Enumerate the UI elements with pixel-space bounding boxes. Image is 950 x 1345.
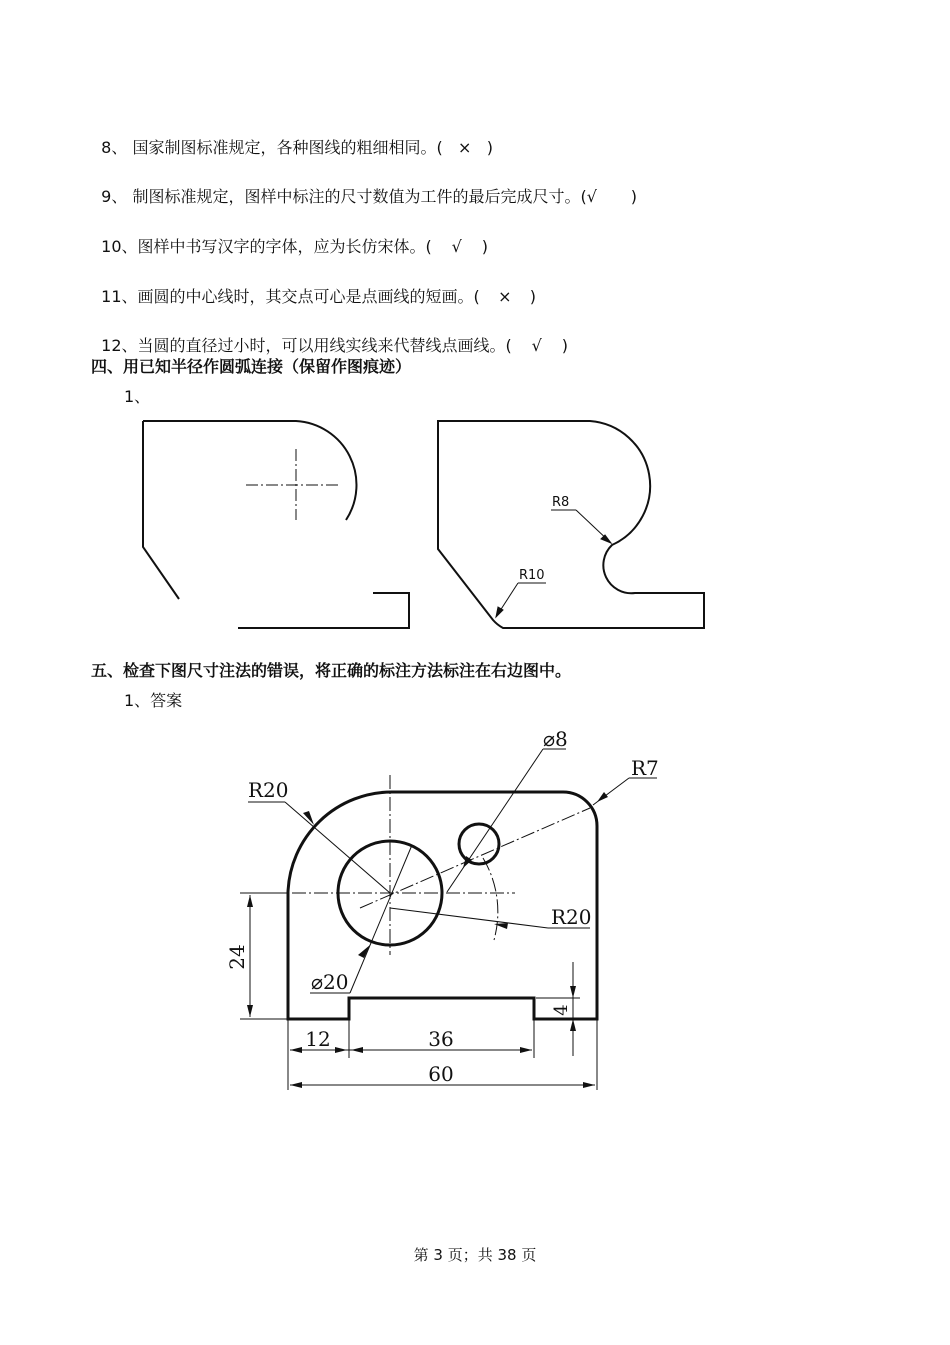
- section-4-item: 1、: [124, 387, 151, 406]
- answer-mark: √: [586, 187, 597, 206]
- arrow: [520, 1047, 532, 1053]
- phi20-leader: [350, 845, 412, 993]
- phi8-label: ⌀8: [543, 727, 568, 751]
- answer-mark: √: [531, 336, 542, 355]
- r7-arrow: [597, 792, 608, 802]
- dim-24-label: 24: [225, 944, 249, 970]
- r20-right-leader: [390, 908, 548, 928]
- answer-mark: ×: [498, 287, 512, 306]
- bracket-close: ): [481, 237, 489, 256]
- r8-label: R8: [552, 495, 570, 510]
- bracket-close: ): [486, 138, 493, 157]
- dim-60-label: 60: [428, 1062, 454, 1086]
- phi8-leader: [447, 749, 543, 892]
- statement-text: 9、 制图标准规定，图样中标注的尺寸数值为工件的最后完成尺寸。(: [101, 187, 587, 206]
- answer-mark: ×: [457, 138, 472, 157]
- dim-4-label: 4: [551, 1004, 572, 1016]
- r20-top-label: R20: [248, 778, 289, 802]
- leader-arrows: [303, 792, 608, 958]
- arrow: [290, 1082, 302, 1088]
- r7-label: R7: [631, 756, 659, 780]
- dim-12-label: 12: [305, 1027, 331, 1051]
- statement-text: 10、图样中书写汉字的字体，应为长仿宋体。(: [101, 237, 432, 256]
- answer-mark: √: [451, 237, 462, 256]
- section-4-title: 四、用已知半径作圆弧连接（保留作图痕迹）: [91, 357, 412, 376]
- bracket-close: ): [561, 336, 569, 355]
- arrow: [335, 1047, 347, 1053]
- section-5-item: 1、答案: [124, 691, 183, 710]
- center-arc-r20: [483, 858, 498, 940]
- arrow: [351, 1047, 363, 1053]
- page-footer: 第 3 页；共 38 页: [413, 1246, 537, 1264]
- arrow: [583, 1082, 595, 1088]
- statement-text: 11、画圆的中心线时，其交点可心是点画线的短画。(: [101, 287, 480, 306]
- phi20-label: ⌀20: [311, 970, 349, 994]
- r10-label: R10: [519, 568, 545, 583]
- bracket-close: ): [630, 187, 637, 206]
- phi20-arrow: [358, 945, 370, 958]
- arrow-24-top: [247, 895, 253, 907]
- arrow-4-bottom: [570, 1019, 576, 1031]
- r20-right-label: R20: [551, 905, 592, 929]
- bracket-close: ): [529, 287, 537, 306]
- arrow: [290, 1047, 302, 1053]
- statement-text: 8、 国家制图标准规定，各种图线的粗细相同。(: [101, 138, 443, 157]
- dim-36-label: 36: [428, 1027, 454, 1051]
- statement-text: 12、当圆的直径过小时，可以用线实线来代替线点画线。(: [101, 336, 512, 355]
- arrow-24-bottom: [247, 1005, 253, 1017]
- arrow-4-top: [570, 986, 576, 998]
- section-5-title: 五、检查下图尺寸注法的错误，将正确的标注方法标注在右边图中。: [91, 661, 572, 680]
